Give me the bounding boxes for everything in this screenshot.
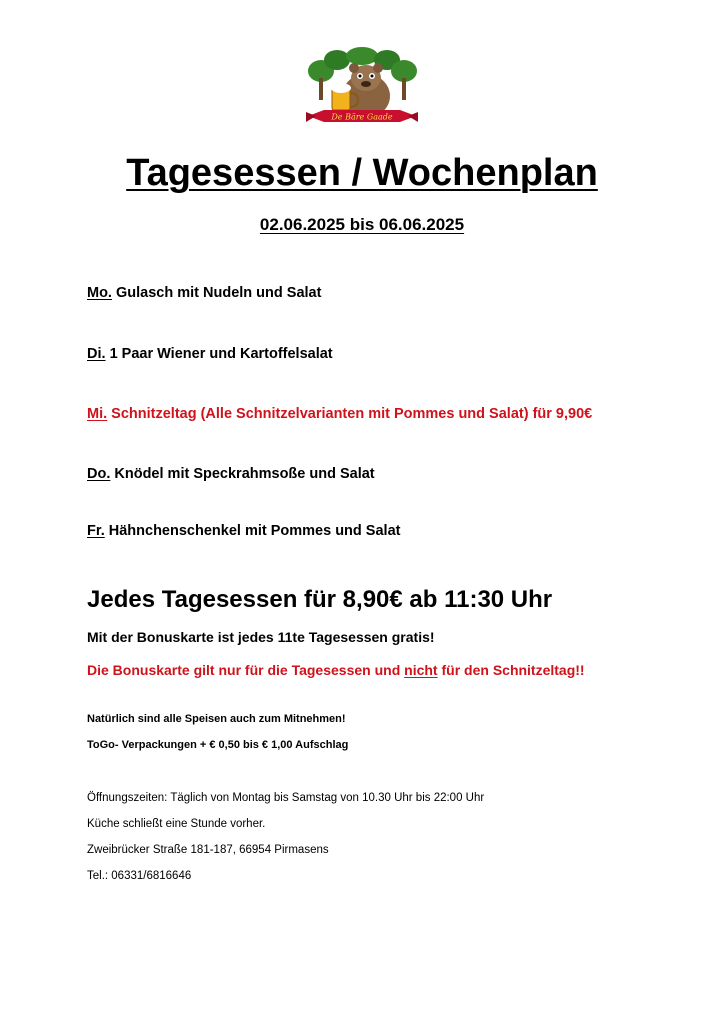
packaging-surcharge-note: ToGo- Verpackungen + € 0,50 bis € 1,00 Aufschlag <box>87 739 349 751</box>
menu-dish-label: 1 Paar Wiener und Kartoffelsalat <box>109 346 333 362</box>
menu-dish-label: Knödel mit Speckrahmsoße und Salat <box>114 466 375 482</box>
page-title: Tagesessen / Wochenplan <box>126 152 598 194</box>
menu-item-thursday <box>87 464 375 484</box>
logo-banner-text: De Bäre Gaade <box>331 112 393 122</box>
warning-text-underlined: nicht <box>404 662 438 678</box>
menu-day-label: Mo. <box>87 285 112 301</box>
price-headline: Jedes Tagesessen für 8,90€ ab 11:30 Uhr <box>87 586 553 613</box>
phone-number: Tel.: 06331/6816646 <box>87 870 192 882</box>
menu-day-label: Fr. <box>87 523 105 539</box>
menu-dish-label: Schnitzeltag (Alle Schnitzelvarianten mit Pommes und Salat) für 9,90€ <box>111 406 593 422</box>
menu-item-monday <box>87 283 321 303</box>
menu-dish-label: Hähnchenschenkel mit Pommes und Salat <box>108 523 401 539</box>
menu-day-label: Do. <box>87 466 111 482</box>
menu-item-friday <box>87 521 400 541</box>
takeaway-note: Natürlich sind alle Speisen auch zum Mitnehmen! <box>87 713 346 725</box>
menu-item-wednesday <box>87 404 592 424</box>
menu-dish-label: Gulasch mit Nudeln und Salat <box>116 285 322 301</box>
bonus-card-note: Mit der Bonuskarte ist jedes 11te Tagesessen gratis! <box>87 629 435 645</box>
warning-text-before: Die Bonuskarte gilt nur für die Tagesessen und <box>87 662 405 678</box>
restaurant-logo <box>304 46 420 134</box>
menu-day-label: Mi. <box>87 406 108 422</box>
menu-day-label: Di. <box>87 346 106 362</box>
kitchen-closing-note: Küche schließt eine Stunde vorher. <box>87 818 266 830</box>
menu-item-tuesday <box>87 344 333 364</box>
opening-hours: Öffnungszeiten: Täglich von Montag bis Samstag von 10.30 Uhr bis 22:00 Uhr <box>87 792 485 804</box>
logo-trees-bear-icon <box>304 46 420 134</box>
bonus-card-warning <box>87 660 585 680</box>
address: Zweibrücker Straße 181-187, 66954 Pirmasens <box>87 844 329 856</box>
date-range: 02.06.2025 bis 06.06.2025 <box>259 215 465 234</box>
warning-text-after: für den Schnitzeltag!! <box>437 662 585 678</box>
